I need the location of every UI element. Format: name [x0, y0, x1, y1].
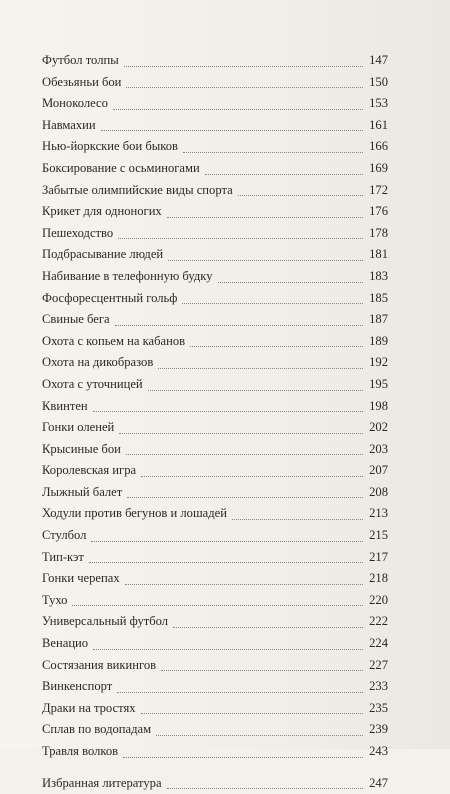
dot-leader	[91, 540, 363, 542]
toc-entry-page-number: 213	[369, 506, 388, 521]
dot-leader	[101, 129, 363, 131]
toc-entry	[42, 676, 388, 698]
toc-entry-title: Винкенспорт	[42, 679, 113, 694]
toc-entry-page-number: 224	[369, 636, 388, 651]
toc-entry-title: Травля волков	[42, 744, 119, 758]
toc-entry-title: Избранная литература	[42, 775, 162, 790]
toc-entry-title: Тип-кэт	[42, 549, 84, 564]
toc-entry	[42, 590, 388, 612]
toc-entry-page-number: 187	[369, 312, 388, 327]
toc-entry	[42, 201, 388, 223]
dot-leader	[161, 669, 363, 671]
toc-entry	[42, 331, 388, 353]
toc-entry	[42, 266, 388, 288]
toc-entry-title: Охота на дикобразов	[42, 355, 154, 370]
toc-entry-page-number: 172	[369, 182, 388, 197]
toc-entry	[42, 244, 388, 266]
toc-entry-title: Набивание в телефонную будку	[42, 268, 213, 283]
toc-entry-page-number: 181	[369, 247, 388, 262]
dot-leader	[183, 151, 363, 153]
toc-entry	[42, 439, 388, 461]
toc-entry-title: Забытые олимпийские виды спорта	[42, 182, 233, 197]
dot-leader	[173, 626, 363, 628]
toc-entry	[42, 503, 388, 525]
toc-entry	[42, 568, 388, 590]
toc-entry	[42, 309, 388, 331]
toc-entry	[42, 352, 388, 374]
toc-entry-page-number: 198	[369, 398, 388, 413]
dot-leader	[168, 259, 363, 261]
toc-entry	[42, 633, 388, 655]
toc-entry-title: Тухо	[42, 592, 68, 607]
dot-leader	[156, 734, 363, 736]
toc-entry-title: Навмахии	[42, 117, 96, 132]
toc-entry	[42, 417, 388, 439]
toc-entry	[42, 698, 388, 720]
dot-leader	[190, 345, 363, 347]
toc-entry-title: Моноколесо	[42, 96, 108, 111]
toc-entry-page-number: 217	[369, 549, 388, 564]
toc-entry-title: Универсальный футбол	[42, 614, 169, 629]
toc-entry-page-number: 247	[369, 775, 388, 790]
toc-entry	[42, 396, 388, 418]
toc-entry	[42, 93, 388, 115]
dot-leader	[113, 108, 363, 110]
toc-entry-page-number: 243	[369, 744, 388, 758]
toc-entry-page-number: 192	[369, 355, 388, 370]
toc-entry-title: Боксирование с осьминогами	[42, 160, 200, 175]
toc-entry-page-number: 227	[369, 657, 388, 672]
toc-entry-title: Гонки черепах	[42, 571, 120, 586]
toc-entry-title: Свиные бега	[42, 312, 110, 327]
toc-entry-page-number: 189	[369, 333, 388, 348]
toc-entry-page-number: 218	[369, 571, 388, 586]
toc-entry-title: Крысиные бои	[42, 441, 121, 456]
toc-entry	[42, 374, 388, 396]
dot-leader	[238, 194, 363, 196]
toc-entry-title: Нью-йоркские бои быков	[42, 139, 178, 154]
dot-leader	[126, 453, 363, 455]
toc-entry-page-number: 239	[369, 722, 388, 737]
toc-entry-title: Гонки оленей	[42, 420, 115, 435]
dot-leader	[167, 216, 363, 218]
dot-leader	[123, 756, 363, 758]
toc-entry-title: Футбол толпы	[42, 53, 119, 67]
dot-leader	[232, 518, 363, 520]
dot-leader	[148, 389, 363, 391]
toc-entry-page-number: 176	[369, 204, 388, 219]
dot-leader	[182, 302, 363, 304]
toc-entry-page-number: 169	[369, 160, 388, 175]
toc-entry-page-number: 185	[369, 290, 388, 305]
toc-entry-title: Пешеходство	[42, 225, 114, 240]
dot-leader	[126, 86, 363, 88]
toc-entry-title: Венацио	[42, 636, 89, 651]
toc-entry	[42, 158, 388, 180]
toc-entry-title: Стулбол	[42, 528, 87, 543]
toc-entry	[42, 180, 388, 202]
toc-entry-page-number: 207	[369, 463, 388, 478]
toc-entry-page-number: 147	[369, 53, 388, 67]
toc-entry-title: Обезьяньи бои	[42, 74, 122, 89]
toc-entry-page-number: 202	[369, 420, 388, 435]
toc-entry	[42, 115, 388, 137]
toc-entry	[42, 288, 388, 310]
toc-entry	[42, 547, 388, 569]
toc-entry-page-number: 178	[369, 225, 388, 240]
toc-entry	[42, 72, 388, 94]
toc-entry-page-number: 208	[369, 484, 388, 499]
toc-entry-title: Состязания викингов	[42, 657, 157, 672]
dot-leader	[89, 561, 363, 563]
toc-entry-title: Ходули против бегунов и лошадей	[42, 506, 227, 521]
toc-entry-title: Охота с копьем на кабанов	[42, 333, 186, 348]
toc-entry	[42, 525, 388, 547]
toc-entry	[42, 223, 388, 245]
toc-entry-page-number: 161	[369, 117, 388, 132]
toc-entry-page-number: 235	[369, 700, 388, 715]
toc-entry-page-number: 222	[369, 614, 388, 629]
section-gap	[42, 763, 388, 773]
toc-entry	[42, 460, 388, 482]
toc-entry	[42, 741, 388, 763]
toc-entry-title: Крикет для одноногих	[42, 204, 162, 219]
toc-entry-page-number: 183	[369, 268, 388, 283]
toc-entry	[42, 719, 388, 741]
dot-leader	[141, 475, 363, 477]
dot-leader	[167, 787, 363, 789]
dot-leader	[127, 496, 363, 498]
dot-leader	[93, 410, 363, 412]
dot-leader	[119, 432, 363, 434]
dot-leader	[124, 65, 363, 67]
dot-leader	[125, 583, 363, 585]
toc-entry-bibliography	[42, 773, 388, 794]
dot-leader	[72, 604, 363, 606]
toc-entry	[42, 655, 388, 677]
toc-entry-title: Сплав по водопадам	[42, 722, 152, 737]
toc-entry	[42, 482, 388, 504]
toc-entry-page-number: 215	[369, 528, 388, 543]
toc-entry-title: Фосфоресцентный гольф	[42, 290, 178, 305]
toc-entry-page-number: 220	[369, 592, 388, 607]
toc-entry	[42, 136, 388, 158]
dot-leader	[93, 648, 363, 650]
dot-leader	[141, 712, 363, 714]
dot-leader	[205, 173, 363, 175]
toc-entry	[42, 611, 388, 633]
dot-leader	[115, 324, 363, 326]
toc-entry-page-number: 150	[369, 74, 388, 89]
toc-entry-page-number: 203	[369, 441, 388, 456]
dot-leader	[158, 367, 363, 369]
toc-entry-page-number: 233	[369, 679, 388, 694]
toc-entry	[42, 50, 388, 72]
toc-entry-page-number: 153	[369, 96, 388, 111]
toc-entry-title: Подбрасывание людей	[42, 247, 164, 262]
toc-entry-page-number: 166	[369, 139, 388, 154]
toc-entry-title: Охота с уточницей	[42, 376, 143, 391]
toc-entry-title: Лыжный балет	[42, 484, 123, 499]
toc-entry-title: Квинтен	[42, 398, 88, 413]
dot-leader	[118, 237, 363, 239]
dot-leader	[117, 691, 363, 693]
toc-entry-title: Королевская игра	[42, 463, 137, 478]
toc-entry-title: Драки на тростях	[42, 700, 136, 715]
toc-entry-page-number: 195	[369, 376, 388, 391]
dot-leader	[218, 281, 363, 283]
table-of-contents	[42, 50, 388, 794]
